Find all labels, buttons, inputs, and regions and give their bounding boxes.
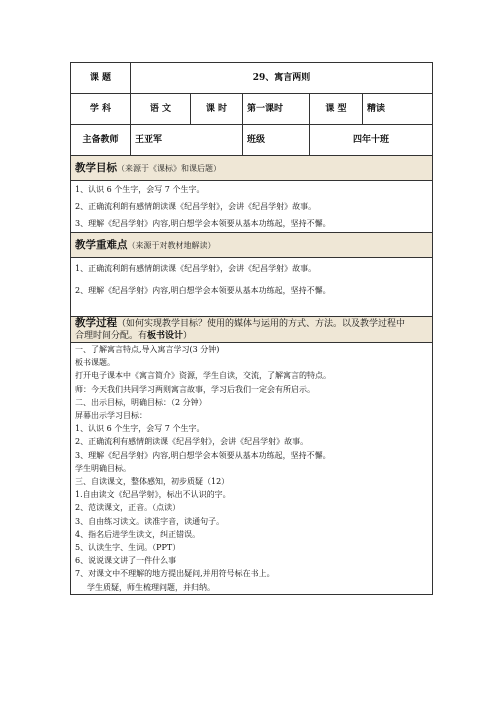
process-desc-line2-post: ） xyxy=(183,331,193,341)
lesson-type-value: 精读 xyxy=(363,94,433,125)
process-line: 7、对课文中不理解的地方提出疑问,并用符号标在书上。 xyxy=(75,569,275,579)
period-value: 第一课时 xyxy=(243,94,310,125)
subject-value: 语 文 xyxy=(131,94,191,125)
lesson-plan-page xyxy=(70,62,432,595)
lesson-type-label: 课 型 xyxy=(310,94,363,125)
keypoints-body-row xyxy=(71,258,433,317)
goal-item: 1、认识 6 个生字，会写 7 个生字。 xyxy=(75,185,205,194)
process-line: 板书课题。 xyxy=(75,358,115,368)
process-line: 学生质疑，师生梳理问题，并归纳。 xyxy=(87,582,215,592)
process-line: 1、认识 6 个生字，会写 7 个生字。 xyxy=(75,424,205,434)
keypoint-item: 2、理解《纪昌学射》内容,明白想学会本领要从基本功练起，坚持不懈。 xyxy=(75,286,331,295)
process-line: 2、范读课文，正音。（点读） xyxy=(75,503,181,513)
process-line: 一、了解寓言特点,导入寓言学习(3 分钟) xyxy=(75,345,220,354)
process-line: 学生明确目标。 xyxy=(75,463,131,473)
keypoints-source: （来源于对教材地解读） xyxy=(127,240,216,250)
process-line: 5、认读生字、生词。（PPT） xyxy=(75,543,181,553)
process-body-row xyxy=(71,343,433,595)
goals-body-row xyxy=(71,181,433,233)
period-label: 课 时 xyxy=(191,94,243,125)
process-line: 打开电子课本中《寓言简介》资源，学生自读，交流，了解寓言的特点。 xyxy=(75,371,331,381)
process-desc-line2-pre: 合理时间分配。有 xyxy=(75,331,148,341)
keypoint-item: 1、正确流利朗有感情朗读课《纪昌学射》，会讲《纪昌学射》故事。 xyxy=(75,264,317,273)
goals-source: （来源于《课标》和课后题） xyxy=(117,163,221,173)
process-title: 教学过程 xyxy=(75,317,117,329)
class-value: 四年十班 xyxy=(310,125,433,156)
topic-row xyxy=(71,63,433,94)
process-line: 3、理解《纪昌学射》内容,明白想学会本领要从基本功练起，坚持不懈。 xyxy=(75,450,331,460)
teacher-row xyxy=(71,125,433,156)
subject-label: 学 科 xyxy=(71,94,131,125)
process-line: 4、指名后进学生读文，纠正错误。 xyxy=(75,529,201,539)
teacher-label: 主备教师 xyxy=(71,125,131,156)
process-header-row xyxy=(71,317,433,343)
process-line: 屏幕出示学习目标： xyxy=(75,411,147,421)
topic-label: 课 题 xyxy=(71,63,131,94)
subject-row xyxy=(71,94,433,125)
process-line: 二、出示目标，明确目标：（2 分钟） xyxy=(75,397,207,407)
class-label: 班级 xyxy=(243,125,310,156)
lesson-plan-table xyxy=(70,62,433,595)
process-desc-line1: （如何实现教学目标？使用的媒体与运用的方式、方法。以及教学过程中 xyxy=(117,319,406,329)
goals-title: 教学目标 xyxy=(75,161,117,174)
goal-item: 2、正确流利朗有感情朗读课《纪昌学射》，会讲《纪昌学射》故事。 xyxy=(75,202,317,211)
topic-value: 29、寓言两则 xyxy=(131,63,433,94)
board-design-label: 板书设计 xyxy=(147,331,184,341)
teacher-value: 王亚军 xyxy=(131,125,243,156)
process-line: 师：今天我们共同学习两则寓言故事，学习后我们一定会有所启示。 xyxy=(75,384,315,394)
process-line: 2、正确流利有感情朗读课《纪昌学射》，会讲《纪昌学射》故事。 xyxy=(75,437,309,447)
process-line: 3、自由练习读文。读准字音，读通句子。 xyxy=(75,516,225,526)
process-line: 6、说说课文讲了一件什么事 xyxy=(75,556,177,566)
keypoints-header-row xyxy=(71,233,433,258)
process-line: 三、自读课文，整体感知，初步质疑（12） xyxy=(75,477,230,487)
goal-item: 3、理解《纪昌学射》内容,明白想学会本领要从基本功练起，坚持不懈。 xyxy=(75,219,331,228)
goals-header-row xyxy=(71,156,433,181)
process-line: 1.自由读文《纪昌学射》，标出不认识的字。 xyxy=(75,490,231,500)
keypoints-title: 教学重难点 xyxy=(75,238,128,251)
